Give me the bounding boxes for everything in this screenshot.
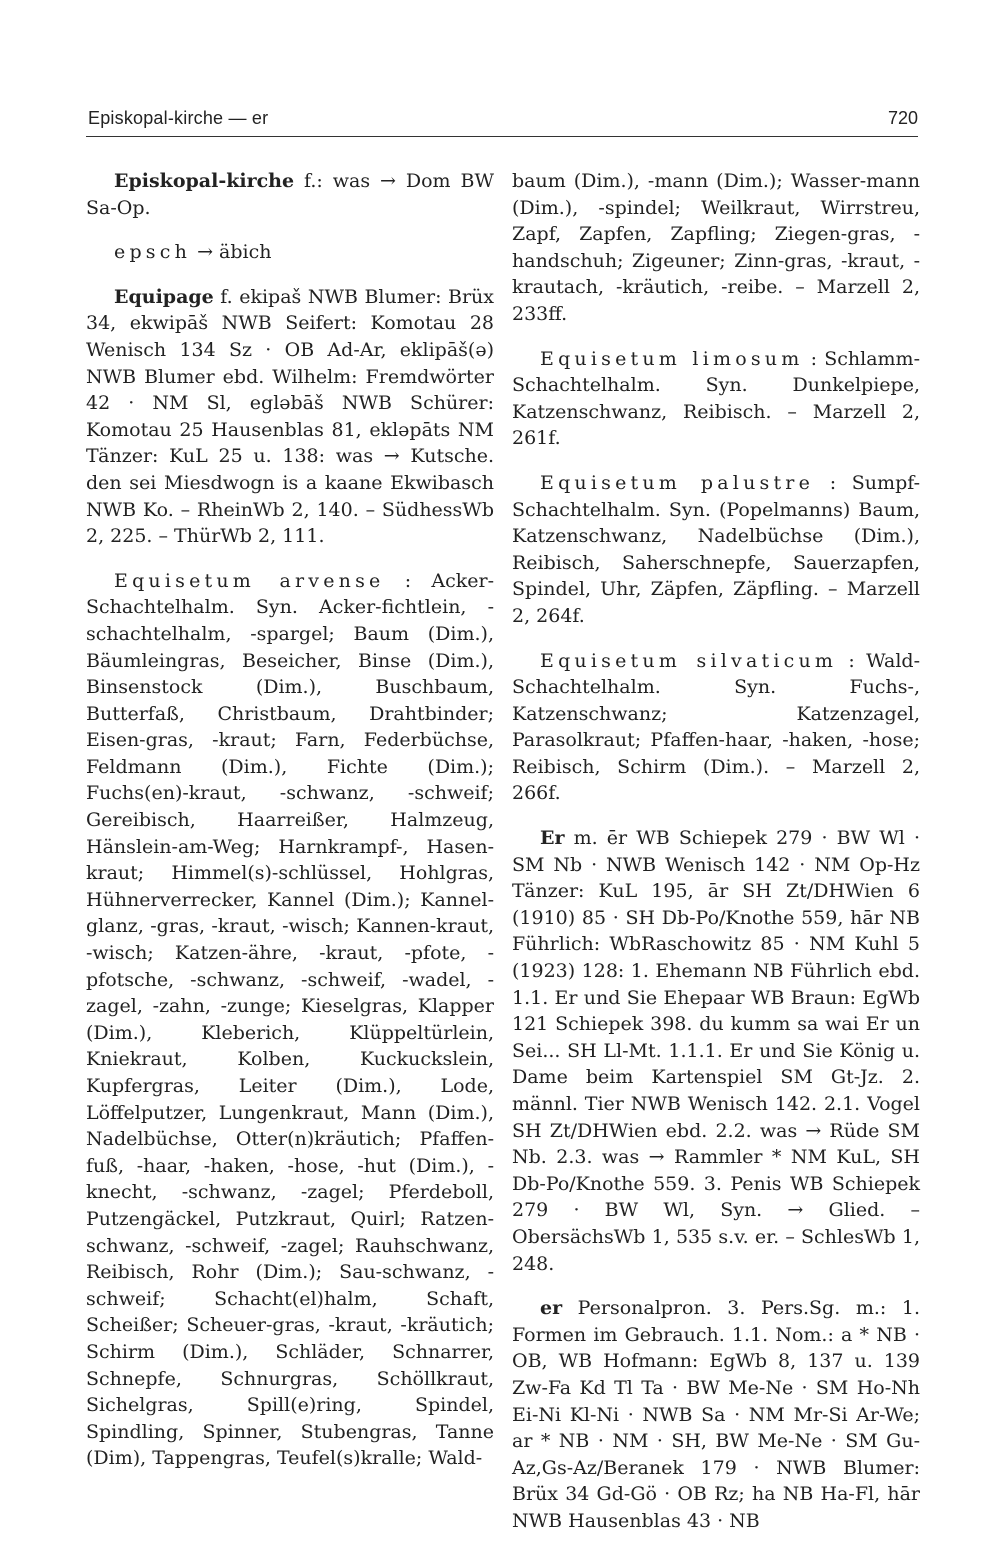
headword: Equisetum palustre — [540, 471, 815, 494]
entry-text: f. ekipaš NWB Blumer: Brüx 34, ekwipāš NWB Seifert: Komotau 28 Wenisch 134 Sz · OB Ad-Ar, eklipāš(ə) NWB Blumer ebd. Wilhelm: Fremdwörter 42 · NM Sl, egləbāš NWB Schürer: Komotau 25 Hausenblas 81, ekləpāts NM Tänzer: KuL 25 u. 138: was → Kutsche. den sei Miesdwogn is a kaane Ekwibasch NWB Ko. – RheinWb 2, 140. – SüdhessWb 2, 225. – ThürWb 2, 111. — [86, 285, 494, 548]
entry-text: f.: was → Dom BW Sa-Op. — [86, 170, 494, 219]
entry-text: : Acker-Schachtelhalm. Syn. Acker-fichtlein, -schachtelhalm, -spargel; Baum (Dim.), Bäumleingras, Beseicher, Binse (Dim.), Binsenstock (Dim.), Buschbaum, Butterfaß, Christbaum, Drahtbinder; Eisen-gras, -kraut; Farn, Federbüchse, Feldmann (Dim.), Fichte (Dim.); Fuchs(en)-kraut, -schwanz, -schweif; Gereibisch, Haarreißer, Halmzeug, Hänslein-am-Weg; Harnkrampf-, Hasen-kraut; Himmel(s)-schlüssel, Hohlgras, Hühnerverrecker, Kannel (Dim.); Kannel-glanz, -gras, -kraut, -wisch; Kannen-kraut, -wisch; Katzen-ähre, -kraut, -pfote, -pfotsche, -schwanz, -schweif, -wadel, -zagel, -zahn, -zunge; Kieselgras, Klapper (Dim.), Kleberich, Klüppeltürlein, Kniekraut, Kolben, Kuckuckslein, Kupfergras, Leiter (Dim.), Lode, Löffelputzer, Lungenkraut, Mann (Dim.), Nadelbüchse, Otter(n)kräutich; Pfaffen-fuß, -haar, -haken, -hose, -hut (Dim.), -knecht, -schwanz, -zagel; Pferdeboll, Putzengäckel, Putzkraut, Quirl; Ratzen-schwanz, -schweif, -zagel; Rauhschwanz, Reibisch, Rohr (Dim.); Sau-schwanz, -schweif; Schacht(el)halm, Schaft, Scheißer; Scheuer-gras, -kraut, -kräutich; Schirm (Dim.), Schläder, Schnarrer, Schnepfe, Schnurgras, Schöllkraut, Sichelgras, Spill(e)ring, Spindel, Spindling, Spinner, Stubengras, Tanne (Dim), Tappengras, Teufel(s)kralle; Wald- — [86, 569, 494, 1470]
entry-equipage — [86, 284, 494, 550]
headword: epsch — [114, 241, 192, 264]
entry-equisetum-arvense — [86, 568, 494, 1472]
headword: er — [540, 1297, 563, 1320]
headword: Episkopal-kirche — [114, 170, 295, 192]
headword: Equisetum limosum — [540, 347, 804, 370]
entry-er-pronoun — [512, 1295, 920, 1534]
running-head — [86, 108, 918, 137]
headword: Er — [540, 827, 565, 850]
entry-equisetum-silvaticum — [512, 648, 920, 808]
entry-text: : Schlamm-Schachtelhalm. Syn. Dunkelpiepe, Katzenschwanz, Reibisch. – Marzell 2, 261f. — [512, 347, 920, 450]
entry-text: : Wald-Schachtelhalm. Syn. Fuchs-, Katzenschwanz; Katzenzagel, Parasolkraut; Pfaffen-haar, -haken, -hose; Reibisch, Schirm (Dim.). – Marzell 2, 266f. — [512, 649, 920, 805]
page-number: 720 — [887, 108, 918, 128]
running-head-title: Episkopal-kirche — er — [88, 108, 269, 128]
entry-equisetum-palustre — [512, 470, 920, 630]
headword: Equisetum arvense — [114, 569, 385, 592]
left-column — [86, 168, 494, 1490]
headword: Equisetum silvaticum — [540, 649, 838, 672]
entry-text: Personalpron. 3. Pers.Sg. m.: 1. Formen im Gebrauch. 1.1. Nom.: a * NB · OB, WB Hofmann: EgWb 8, 137 u. 139 Zw-Fa Kd Tl Ta · BW Me-Ne · SM Ho-Nh Ei-Ni Kl-Ni · NWB Sa · NM Mr-Si Ar-We; ar * NB · NM · SH, BW Me-Ne · SM Gu-Az,Gs-Az/Beranek 179 · NWB Blumer: Brüx 34 Gd-Gö · OB Rz; ha NB Ha-Fl, hār NWB Hausenblas 43 · NB — [512, 1297, 920, 1532]
headword: Equipage — [114, 285, 214, 308]
entry-episkopal-kirche — [86, 168, 494, 221]
right-column — [512, 168, 920, 1548]
entry-er-noun — [512, 825, 920, 1277]
entry-epsch — [86, 239, 494, 266]
entry-text: → äbich — [191, 241, 272, 264]
entry-text: baum (Dim.), -mann (Dim.); Wasser-mann (Dim.), -spindel; Weilkraut, Wirrstreu, Zapf, Zapfen, Zapfling; Ziegen-gras, -handschuh; Zigeuner; Zinn-gras, -kraut, -krautach, -kräutich, -reibe. – Marzell 2, 233ff. — [512, 170, 920, 325]
entry-text: : Sumpf-Schachtelhalm. Syn. (Popelmanns) Baum, Katzenschwanz, Nadelbüchse (Dim.), Reibisch, Saherschnepfe, Sauerzapfen, Spindel, Uhr, Zäpfen, Zäpfling. – Marzell 2, 264f. — [512, 471, 920, 627]
entry-equisetum-arvense-continued — [512, 168, 920, 328]
entry-equisetum-limosum — [512, 346, 920, 452]
entry-text: m. ēr WB Schiepek 279 · BW Wl · SM Nb · NWB Wenisch 142 · NM Op-Hz Tänzer: KuL 195, ār SH Zt/DHWien 6 (1910) 85 · SH Db-Po/Knothe 559, hār NB Führlich: WbRaschowitz 85 · NM Kuhl 5 (1923) 128: 1. Ehemann NB Führlich ebd. 1.1. Er und Sie Ehepaar WB Braun: EgWb 121 Schiepek 398. du kumm sa wai Er un Sei... SH Ll-Mt. 1.1.1. Er und Sie König u. Dame beim Kartenspiel SM Gt-Jz. 2. männl. Tier NWB Wenisch 142. 2.1. Vogel SH Zt/DHWien ebd. 2.2. was → Rüde SM Nb. 2.3. was → Rammler * NM KuL, SH Db-Po/Knothe 559. 3. Penis WB Schiepek 279 · BW Wl, Syn. → Glied. – ObersächsWb 1, 535 s.v. er. – SchlesWb 1, 248. — [512, 827, 920, 1275]
